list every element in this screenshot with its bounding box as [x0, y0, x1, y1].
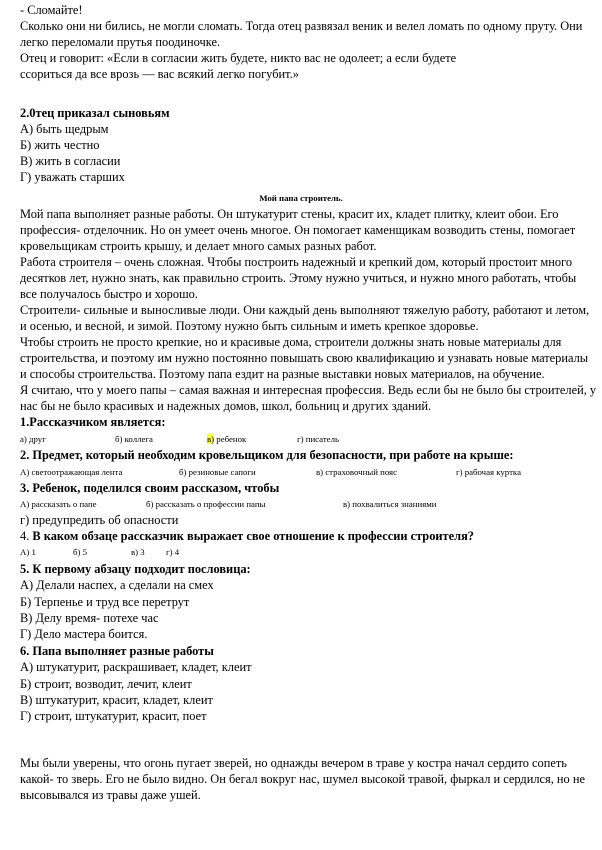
highlighted-answer-mark: в)	[207, 434, 215, 444]
q2-option-a: А) светоотражающая лента	[20, 467, 123, 477]
prev-question-option: В) жить в согласии	[20, 154, 121, 168]
q1-option-c-text: ребенок	[214, 434, 247, 444]
text-line: и осенью, и весной, и зимой. Поэтому нужно быть сильным и иметь крепкое здоровье.	[20, 319, 479, 333]
story-line: ссориться да все врозь — вас всякий легко погубит.»	[20, 67, 299, 81]
story-line: - Сломайте!	[20, 3, 83, 17]
q5-option: Б) Терпенье и труд все перетрут	[20, 595, 190, 609]
prev-question-option: А) быть щедрым	[20, 122, 109, 136]
next-text-line: какой- то зверь. Его не было видно. Он бегал вокруг нас, шумел высокой травой, фыркал и сердился, но не	[20, 772, 585, 786]
q6-option: А) штукатурит, раскрашивает, кладет, клеит	[20, 660, 252, 674]
text-line: Чтобы строить не просто крепкие, но и красивые дома, строители должны знать новые материалы для	[20, 335, 562, 349]
q4-option-d: г) 4	[166, 547, 180, 557]
prev-question-title: 2.0тец приказал сыновьям	[20, 106, 170, 120]
q4-text: В каком обзаце рассказчик выражает свое отношение к профессии строителя?	[32, 529, 474, 543]
text-line: Мой папа выполняет разные работы. Он штукатурит стены, красит их, кладет плитку, клеит обои. Его	[20, 207, 559, 221]
q5-option: В) Делу время- потехе час	[20, 611, 159, 625]
story-line: Сколько они ни бились, не могли сломать. Тогда отец развязал веник и велел ломать по одному пруту. Они	[20, 19, 583, 33]
question-3-title: 3. Ребенок, поделился своим рассказом, чтобы	[20, 481, 280, 495]
text-line: десятков лет, нужно знать, как правильно строить. Этому нужно учиться, и нужно много работать, чтобы	[20, 271, 577, 285]
q5-option: Г) Дело мастера боится.	[20, 627, 148, 641]
prev-question-option: Г) уважать старших	[20, 170, 125, 184]
q3-option-c: в) похвалиться знаниями	[343, 499, 437, 509]
question-4-title	[20, 528, 474, 544]
text-line: кровельщикам строить крышу, и делает много самых разных работ.	[20, 239, 377, 253]
text-line: строительства, и поэтому им нужно постоянно повышать свою квалификацию и узнавать новые материалы	[20, 351, 589, 365]
q3-option-b: б) рассказать о профессии папы	[146, 499, 266, 509]
text-line: нас бы не было красивых и надежных домов, школ, больниц и других зданий.	[20, 399, 432, 413]
text-line: Работа строителя – очень сложная. Чтобы построить надежный и крепкий дом, который простоит много	[20, 255, 573, 269]
q4-option-a: А) 1	[20, 547, 36, 557]
q5-option: А) Делали наспех, а сделали на смех	[20, 578, 214, 592]
q4-number: 4.	[20, 529, 33, 543]
prev-question-option: Б) жить честно	[20, 138, 100, 152]
text-line: Я считаю, что у моего папы – самая важная и интересная профессия. Ведь если бы не было бы строителей, у	[20, 383, 597, 397]
next-text-line: высовывался из травы даже ушей.	[20, 788, 201, 802]
text-line: Строители- сильные и выносливые люди. Они каждый день выполняют тяжелую работу, работают и летом,	[20, 303, 590, 317]
question-2-title: 2. Предмет, который необходим кровельщиком для безопасности, при работе на крыше:	[20, 448, 514, 462]
q1-option-d: г) писатель	[297, 434, 339, 444]
q6-option: Г) строит, штукатурит, красит, поет	[20, 709, 207, 723]
next-text-line: Мы были уверены, что огонь пугает зверей, но однажды вечером в траве у костра начал сердито сопеть	[20, 756, 567, 770]
q3-option-d: г) предупредить об опасности	[20, 513, 179, 527]
question-1-title: 1.Рассказчиком является:	[20, 415, 166, 429]
q2-option-b: б) резиновые сапоги	[179, 467, 256, 477]
question-5-title: 5. К первому абзацу подходит пословица:	[20, 562, 251, 576]
q6-option: Б) строит, возводит, лечит, клеит	[20, 677, 192, 691]
story-line: Отец и говорит: «Если в согласии жить будете, никто вас не одолеет; а если будете	[20, 51, 457, 65]
story-line: легко переломали прутья поодиночке.	[20, 35, 221, 49]
q2-option-d: г) рабочая куртка	[456, 467, 521, 477]
q3-option-a: А) рассказать о папе	[20, 499, 97, 509]
text-line: профессия- отделочник. Но он умеет очень многое. Он помогает каменщикам возводить стены, помогает	[20, 223, 576, 237]
q4-option-b: б) 5	[73, 547, 88, 557]
q1-option-c	[207, 431, 246, 447]
text-line: и способы строительства. Поэтому папа ездит на разные выставки новых материалов, на обучение.	[20, 367, 545, 381]
q6-option: В) штукатурит, красит, кладет, клеит	[20, 693, 213, 707]
q1-option-b: б) коллега	[115, 434, 153, 444]
q2-option-c: в) страховочный пояс	[316, 467, 398, 477]
question-6-title: 6. Папа выполняет разные работы	[20, 644, 214, 658]
q1-option-a: а) друг	[20, 434, 46, 444]
text-line: все получалось быстро и хорошо.	[20, 287, 198, 301]
text-title: Мой папа строитель.	[259, 193, 343, 203]
q4-option-c: в) 3	[131, 547, 145, 557]
